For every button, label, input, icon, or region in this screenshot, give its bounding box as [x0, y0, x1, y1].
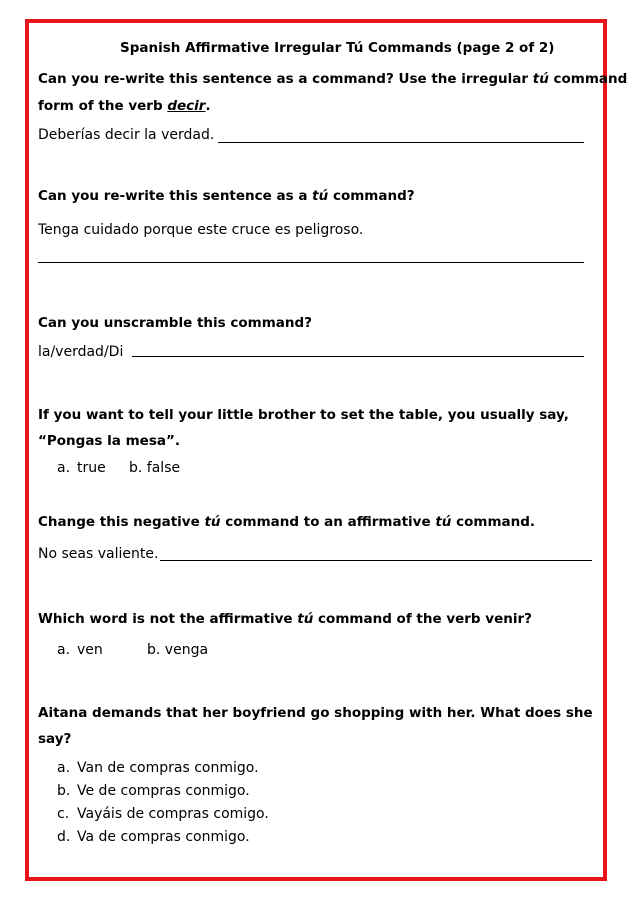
page-title: Spanish Affirmative Irregular Tú Commands (page 2 of 2)	[120, 40, 555, 56]
answer-line-3[interactable]	[132, 356, 584, 357]
question-4-line-1: If you want to tell your little brother to set the table, you usually say,	[38, 407, 569, 423]
question-3: Can you unscramble this command?	[38, 315, 313, 331]
option-c[interactable]: c. Vayáis de compras comigo.	[57, 806, 269, 822]
option-venga[interactable]: b. venga	[147, 642, 209, 658]
answer-line-5[interactable]	[160, 560, 592, 561]
question-7-line-1: Aitana demands that her boyfriend go shopping with her. What does she	[38, 705, 593, 721]
question-2-prompt: Tenga cuidado porque este cruce es peligroso.	[38, 222, 364, 238]
option-true[interactable]: a. true	[57, 460, 106, 476]
question-1-line-1: Can you re-write this sentence as a command? Use the irregular tú command	[38, 71, 628, 87]
question-4-line-2: “Pongas la mesa”.	[38, 433, 180, 449]
question-6: Which word is not the affirmative tú command of the verb venir?	[38, 611, 532, 627]
question-1-line-2: form of the verb decir.	[38, 98, 211, 114]
option-a[interactable]: a. Van de compras conmigo.	[57, 760, 259, 776]
option-b[interactable]: b. Ve de compras conmigo.	[57, 783, 250, 799]
option-ven[interactable]: a. ven	[57, 642, 103, 658]
question-2: Can you re-write this sentence as a tú command?	[38, 188, 415, 204]
question-5-prompt: No seas valiente.	[38, 546, 159, 562]
question-7-line-2: say?	[38, 731, 72, 747]
verb-decir: decir	[167, 98, 206, 114]
option-false[interactable]: b. false	[129, 460, 181, 476]
answer-line-1[interactable]	[218, 142, 584, 143]
option-d[interactable]: d. Va de compras conmigo.	[57, 829, 250, 845]
question-5: Change this negative tú command to an affirmative tú command.	[38, 514, 536, 530]
answer-line-2[interactable]	[38, 262, 584, 263]
question-3-prompt: la/verdad/Di	[38, 344, 124, 360]
page-border	[25, 19, 607, 881]
question-1-prompt: Deberías decir la verdad.	[38, 127, 215, 143]
